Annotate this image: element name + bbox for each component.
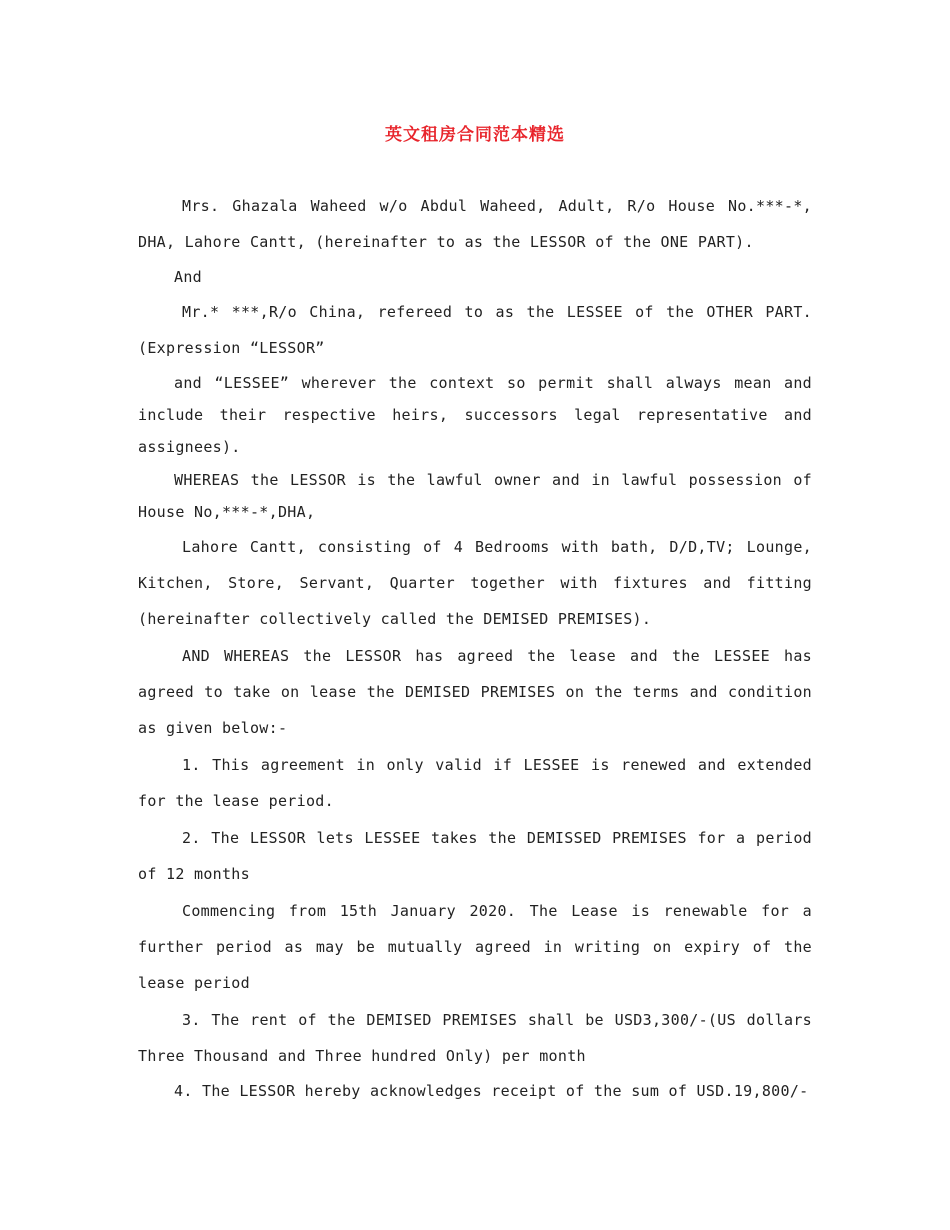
document-body	[138, 188, 812, 1108]
document-title: 英文租房合同范本精选	[385, 125, 565, 145]
paragraph-and-whereas: AND WHEREAS the LESSOR has agreed the lease and the LESSEE has agreed to take on lease the DEMISED PREMISES on the terms and condition as given below:-	[138, 647, 812, 737]
paragraph-parties-lessee: Mr.* ***,R/o China, refereed to as the LESSEE of the OTHER PART. (Expression “LESSOR”	[138, 303, 812, 357]
paragraph-parties-lessor: Mrs. Ghazala Waheed w/o Abdul Waheed, Adult, R/o House No.***-*, DHA, Lahore Cantt, (hereinafter to as the LESSOR of the ONE PART).	[138, 197, 812, 251]
paragraph-commencing: Commencing from 15th January 2020. The Lease is renewable for a further period as may be mutually agreed in writing on expiry of the lease period	[138, 902, 812, 992]
paragraph-expression: and “LESSEE” wherever the context so permit shall always mean and include their respective heirs, successors legal representative and assignees).	[138, 374, 812, 456]
clause-4: 4. The LESSOR hereby acknowledges receipt of the sum of USD.19,800/-	[174, 1082, 809, 1100]
paragraph-premises: Lahore Cantt, consisting of 4 Bedrooms with bath, D/D,TV; Lounge, Kitchen, Store, Servant, Quarter together with fixtures and fitting (hereinafter collectively called the DEMISED PREMISES).	[138, 538, 812, 628]
clause-1: 1. This agreement in only valid if LESSEE is renewed and extended for the lease period.	[138, 756, 812, 810]
paragraph-whereas-owner: WHEREAS the LESSOR is the lawful owner and in lawful possession of House No,***-*,DHA,	[138, 471, 812, 521]
paragraph-and: And	[174, 268, 202, 286]
clause-3: 3. The rent of the DEMISED PREMISES shall be USD3,300/-(US dollars Three Thousand and Three hundred Only) per month	[138, 1011, 812, 1065]
clause-2: 2. The LESSOR lets LESSEE takes the DEMISSED PREMISES for a period of 12 months	[138, 829, 812, 883]
